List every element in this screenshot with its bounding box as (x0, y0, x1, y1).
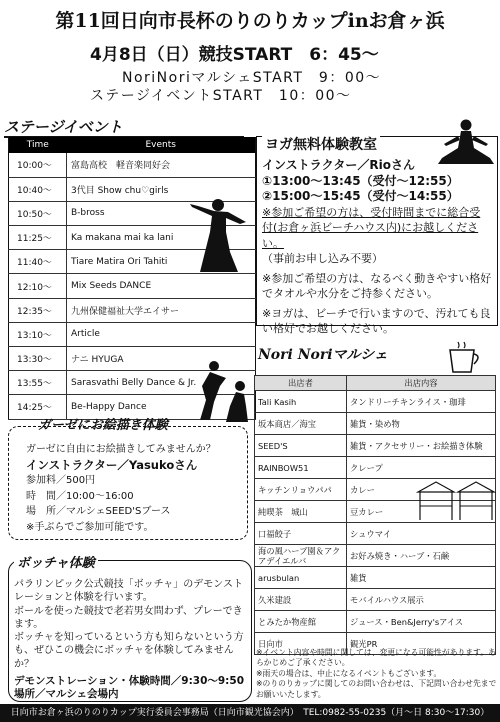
marche-shop: キッチンリョウパパ (255, 479, 347, 501)
drawing-fee: 参加料／500円 (26, 475, 96, 486)
marche-shop: 久米建設 (255, 589, 347, 611)
event-title: 第11回日向市長杯のりのりカップinお倉ヶ浜 (55, 10, 445, 32)
marche-item: シュウマイ (347, 523, 496, 545)
marche-notes (256, 648, 498, 700)
drawing-instructor: インストラクター／Yasukoさん (26, 457, 198, 472)
marche-row (255, 567, 496, 589)
marche-row (255, 413, 496, 435)
stage-row (9, 153, 256, 177)
stage-event: Mix Seeds DANCE (67, 274, 256, 298)
stage-event: ナニ HYUGA (67, 347, 256, 371)
coffee-cup-icon (444, 340, 484, 374)
marche-item: 豆カレー (347, 501, 496, 523)
yoga-body (262, 158, 496, 337)
marche-col-item: 出店内容 (347, 376, 496, 391)
marche-item: 雑貨・染め物 (347, 413, 496, 435)
yoga-instructor: インストラクター／Rioさん (262, 158, 415, 172)
marche-item: モバイルハウス展示 (347, 589, 496, 611)
marche-shop: とみたか物産館 (255, 611, 347, 633)
hula-dancer-illustration (186, 196, 250, 274)
marche-item: お好み焼き・ハーブ・石鹸 (347, 545, 496, 567)
marche-shop: 純喫茶 城山 (255, 501, 347, 523)
stage-col-events: Events (67, 137, 256, 153)
marche-item: ジュース・Ben&Jerry'sアイス (347, 611, 496, 633)
stage-time: 13:55～ (9, 371, 67, 395)
footer: 日向市お倉ヶ浜のりのりカップ実行委員会事務局（日向市観光協会内） TEL:0982-55-0235（月～日 8:30～17:30） (0, 704, 500, 722)
stage-event: B-bross (67, 201, 256, 225)
boccia-place: 場所／マルシェ会場内 (14, 688, 119, 701)
stage-time: 10:40～ (9, 177, 67, 201)
yoga-note-2a: ※参加ご希望の方は、なるべく動きやすい格好 (262, 271, 492, 285)
stage-time: 11:25～ (9, 226, 67, 250)
stage-time: 12:10～ (9, 274, 67, 298)
drawing-note: ※手ぶらでご参加可能です。 (26, 521, 154, 533)
stage-event: 九州保健福祉大学エイサー (67, 298, 256, 322)
market-stalls-illustration (414, 478, 496, 522)
stage-time: 11:40～ (9, 250, 67, 274)
marche-row (255, 545, 496, 567)
marche-note-3: ※のりのりカップに関してのお問い合わせは、下記問い合わせ先までお願いいたします。 (256, 679, 497, 699)
marche-row (255, 435, 496, 457)
dancers-illustration (196, 356, 256, 426)
yoga-note-1a: ※参加ご希望の方は、受付時間までに総合受 (262, 205, 481, 219)
marche-item: クレープ (347, 457, 496, 479)
marche-row (255, 391, 496, 413)
marche-start-line: NoriNoriマルシェSTART 9：00～ (122, 70, 382, 86)
marche-item: 雑貨・アクセサリー・お絵描き体験 (347, 435, 496, 457)
boccia-demo: デモンストレーション・体験時間／9:30～9:50 (14, 675, 244, 688)
stage-event: Article (67, 322, 256, 346)
marche-row (255, 523, 496, 545)
stage-row (9, 274, 256, 298)
yoga-note-3a: ※ヨガは、ビーチで行いますので、汚れても良 (262, 306, 491, 320)
marche-shop: 坂本商店／海宝 (255, 413, 347, 435)
stage-heading: ステージイベント (4, 118, 123, 136)
yoga-session-2: ②15:00～15:45（受付～14:55） (262, 189, 459, 203)
marche-shop: Tali Kasih (255, 391, 347, 413)
stage-time: 12:35～ (9, 298, 67, 322)
boccia-p3: ボッチャを知っているという方も知らないという方も、ぜひこの機会にボッチャを体験してみませんか？ (14, 632, 244, 670)
marche-heading: Nori Noriマルシェ (258, 347, 388, 363)
stage-row (9, 298, 256, 322)
stage-row (9, 322, 256, 346)
boccia-heading: ボッチャ体験 (14, 552, 98, 571)
stage-time: 14:25～ (9, 395, 67, 419)
boccia-body (14, 578, 250, 702)
yoga-heading: ヨガ無料体験教室 (262, 134, 380, 154)
marche-shop: SEED'S (255, 435, 347, 457)
marche-row (255, 611, 496, 633)
yoga-session-1: ①13:00～13:45（受付～12:55） (262, 173, 459, 188)
drawing-place: 場 所／マルシェSEED'Sブース (26, 506, 171, 517)
stage-col-time: Time (9, 137, 67, 153)
marche-shop: 口福餃子 (255, 523, 347, 545)
drawing-intro: ガーゼに自由にお絵描きしてみませんか？ (26, 444, 216, 455)
marche-item: カレー (347, 479, 496, 501)
yoga-note-1b: 付(お倉ヶ浜ビーチハウス内)にお越しください。 (262, 221, 479, 250)
stage-event: 3代目 Show chu♡girls (67, 177, 256, 201)
stage-event: 富島高校 軽音楽同好会 (67, 153, 256, 177)
marche-row (255, 457, 496, 479)
marche-item: 雑貨 (347, 567, 496, 589)
stage-time: 10:50～ (9, 201, 67, 225)
marche-note-1: ※イベント内容や時間に関しては、変更になる可能性があります。あらかじめご了承ください。 (256, 648, 496, 668)
boccia-p1: パラリンピック公式競技「ボッチャ」のデモンストレーションと体験を行います。 (14, 579, 243, 604)
marche-item: 観光PR (347, 633, 496, 655)
stage-event: Be-Happy Dance (67, 395, 256, 419)
yoga-note-1c: （事前お申し込み不要） (262, 252, 383, 265)
stage-start-line: ステージイベントSTART 10：00～ (90, 88, 352, 104)
marche-shop: arusbulan (255, 567, 347, 589)
stage-event: Sarasvathi Belly Dance & Jr. (67, 371, 256, 395)
stage-time: 13:10～ (9, 322, 67, 346)
marche-col-shop: 出店者 (255, 376, 347, 391)
stage-time: 10:00～ (9, 153, 67, 177)
yoga-note-2b: でタオルや水分をご持参ください。 (262, 287, 438, 300)
boccia-p2: ボールを使った競技で老若男女問わず、プレーできます。 (14, 605, 243, 630)
drawing-heading: ガーゼにお絵描き体験 (38, 418, 168, 433)
yoga-note-3b: い格好でお越しください。 (262, 322, 394, 335)
date-line: 4月8日（日）競技START 6：45～ (90, 45, 379, 65)
marche-shop: 海の風ハーブ園＆アクアデイエルバ (255, 545, 347, 567)
marche-item: タンドリーチキンライス・珈琲 (347, 391, 496, 413)
drawing-body (26, 442, 246, 535)
marche-shop: RAINBOW51 (255, 457, 347, 479)
stage-event: Tiare Matira Ori Tahiti (67, 250, 256, 274)
stage-event: Ka makana mai ka lani (67, 226, 256, 250)
stage-time: 13:30～ (9, 347, 67, 371)
marche-shop: 日向市 (255, 633, 347, 655)
drawing-time: 時 間／10:00～16:00 (26, 490, 134, 502)
marche-note-2: ※雨天の場合は、中止になるイベントもございます。 (256, 668, 442, 678)
marche-row (255, 589, 496, 611)
